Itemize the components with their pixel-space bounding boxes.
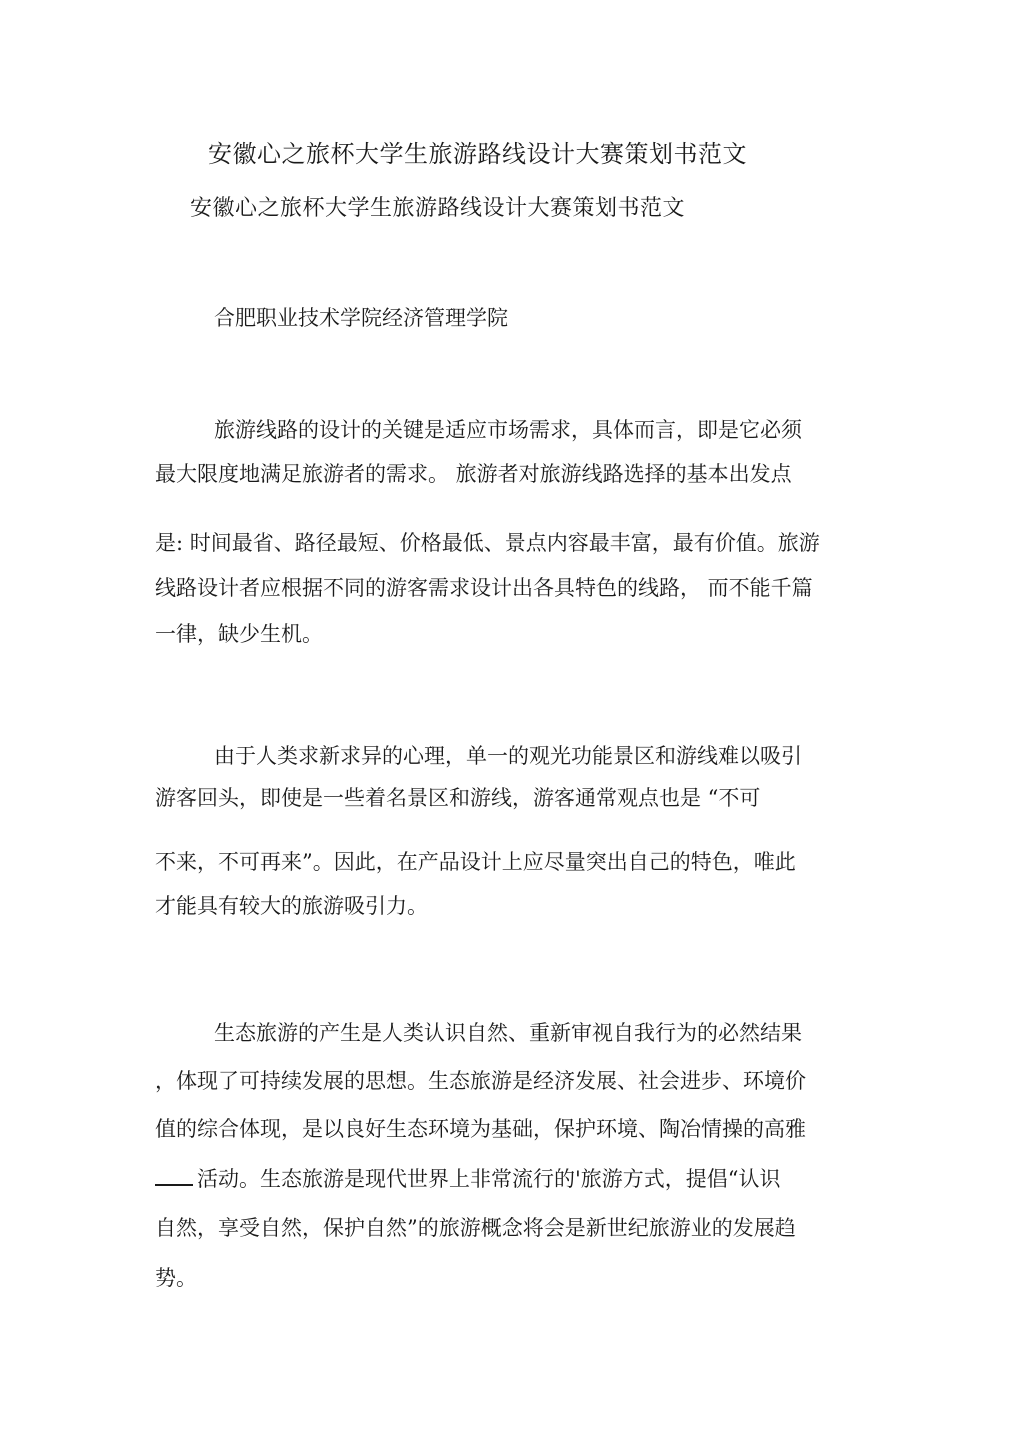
paragraph-3-line-2: ，体现了可持续发展的思想。生态旅游是经济发展、社会进步、环境价 xyxy=(155,1069,806,1093)
paragraph-1-line-5: 一律，缺少生机。 xyxy=(155,622,323,646)
paragraph-3-line-4-wrapper xyxy=(155,1163,781,1195)
paragraph-1-line-3: 是: 时间最省、路径最短、价格最低、景点内容最丰富，最有价值。旅游 xyxy=(155,531,820,555)
paragraph-3-line-3: 值的综合体现，是以良好生态环境为基础，保护环境、陶冶情操的高雅 xyxy=(155,1117,806,1141)
paragraph-2-line-1: 由于人类求新求异的心理，单一的观光功能景区和游线难以吸引 xyxy=(214,744,802,768)
paragraph-2-line-2: 游客回头，即使是一些着名景区和游线，游客通常观点也是 “不可 xyxy=(155,786,761,810)
paragraph-3-line-1: 生态旅游的产生是人类认识自然、重新审视自我行为的必然结果 xyxy=(214,1021,802,1045)
document-subtitle: 安徽心之旅杯大学生旅游路线设计大赛策划书范文 xyxy=(190,196,686,221)
paragraph-3-line-6: 势。 xyxy=(155,1266,197,1290)
document-title: 安徽心之旅杯大学生旅游路线设计大赛策划书范文 xyxy=(208,140,747,168)
paragraph-1-line-2: 最大限度地满足旅游者的需求。 旅游者对旅游线路选择的基本出发点 xyxy=(155,462,792,486)
paragraph-3-line-5: 自然，享受自然，保护自然”的旅游概念将会是新世纪旅游业的发展趋 xyxy=(155,1216,796,1240)
paragraph-1-line-4: 线路设计者应根据不同的游客需求设计出各具特色的线路， 而不能千篇 xyxy=(155,576,813,600)
paragraph-2-line-3: 不来，不可再来”。因此，在产品设计上应尽量突出自己的特色，唯此 xyxy=(155,850,796,874)
author-affiliation: 合肥职业技术学院经济管理学院 xyxy=(214,306,508,330)
fill-in-blank xyxy=(155,1166,193,1186)
paragraph-3-line-4: 活动。生态旅游是现代世界上非常流行的'旅游方式，提倡“认识 xyxy=(197,1167,781,1191)
paragraph-2-line-4: 才能具有较大的旅游吸引力。 xyxy=(155,894,428,918)
paragraph-1-line-1: 旅游线路的设计的关键是适应市场需求，具体而言，即是它必须 xyxy=(214,418,802,442)
